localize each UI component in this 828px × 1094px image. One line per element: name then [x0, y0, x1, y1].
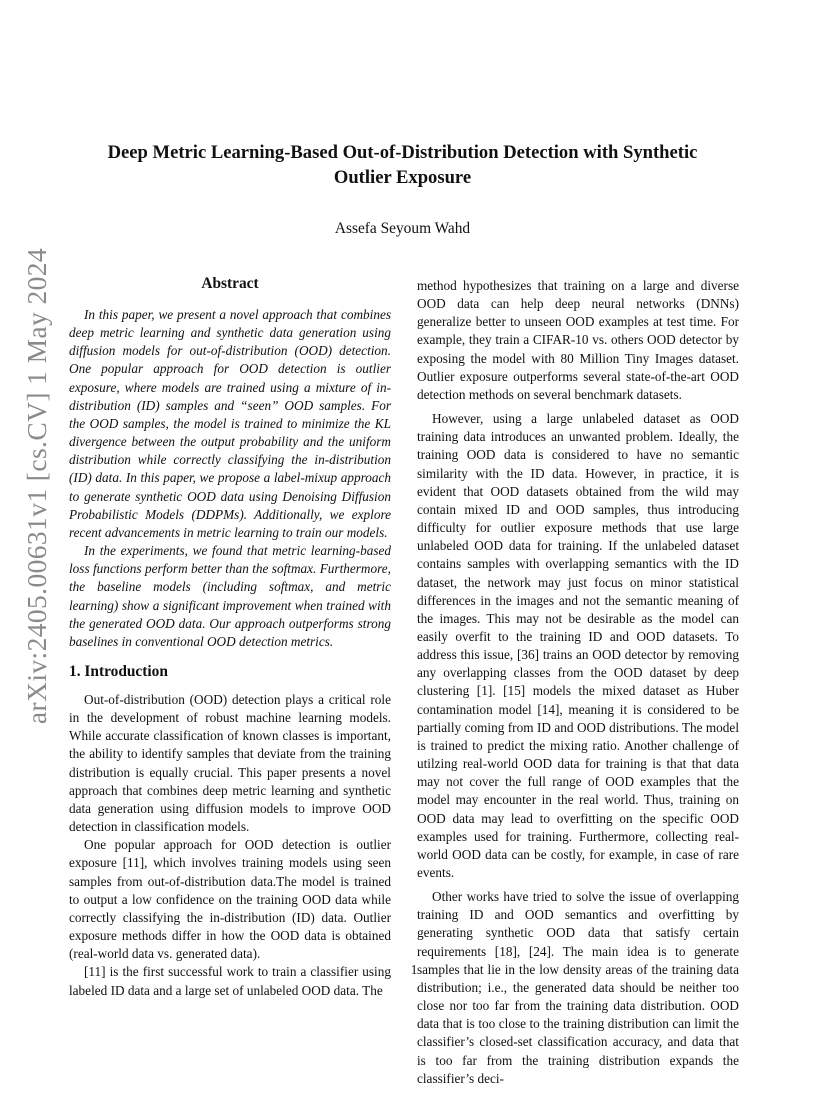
- arxiv-identifier: [21, 247, 53, 725]
- intro-paragraph: One popular approach for OOD detection is outlier exposure [11], which involves training models using seen samples from out-of-distribution data.The model is trained to output a low confidence on the training OOD data while correctly classifying the in-distribution (ID) data. Outlier exposure methods differ in how the OOD data is obtained (real-world data vs. generated data).: [69, 837, 391, 962]
- right-paragraph: Other works have tried to solve the issue of overlapping training ID and OOD semantics and overfitting by generating synthetic OOD data that satisfy certain requirements [18], [24]. The main idea is to generate samples that lie in the low density areas of the training data distribution; i.e., the generated data should be neither too close nor too far from the training data distribution. OOD data that is too close to the training distribution can limit the classifier’s closed-set classification accuracy, and data that is too far from the training distribution expands the classifier’s deci-: [417, 889, 739, 1086]
- abstract-body: [69, 306, 391, 651]
- right-paragraph: However, using a large unlabeled dataset as OOD training data introduces an unwanted problem. Ideally, the training OOD data is considered to have no semantic similarity with the ID data. However, in practice, it is evident that OOD datasets obtained from the wild may contain mixed ID and OOD samples, thus introducing difficulty for outlier exposure methods that use large unlabeled OOD data for training. If the unlabeled dataset contains samples with overlapping semantics with the ID dataset, the network may just focus on minor statistical differences in the images and not the semantic meaning of the images. This may not be desirable as the model can easily overfit to the training ID and OOD datasets. To address this issue, [36] trains an OOD detector by removing any overlapping classes from the OOD dataset by deep clustering [1]. [15] models the mixed dataset as Huber contamination model [14], meaning it is considered to be partially coming from ID and OOD distributions. The model is trained to predict the mixing ratio. Another challenge of utilzing real-world OOD data for training is that that data may not cover the full range of OOD examples that the model may encounter in the real world. Thus, training on OOD data may lead to overfitting on the specific OOD examples used for training. Furthermore, collecting real-world OOD data can be costly, for example, in case of rare events.: [417, 411, 739, 880]
- introduction-body: [69, 691, 391, 1000]
- intro-paragraph: [11] is the first successful work to train a classifier using labeled ID data and a large set of unlabeled OOD data. The: [69, 964, 391, 998]
- right-paragraph: method hypothesizes that training on a large and diverse OOD data can help deep neural networks (DNNs) generalize better to unseen OOD examples at test time. For example, they train a CIFAR-10 vs. others OOD detector by exposing the model with 80 Million Tiny Images dataset. Outlier exposure outperforms several state-of-the-art OOD detection methods on several benchmark datasets.: [417, 278, 739, 402]
- section-heading-introduction: 1. Introduction: [69, 663, 168, 680]
- page-number: 1: [410, 962, 418, 977]
- paper-title: Deep Metric Learning-Based Out-of-Distribution Detection with Synthetic Outlier Exposure: [107, 142, 698, 188]
- abstract-paragraph: In this paper, we present a novel approach that combines deep metric learning and synthetic data generation using diffusion models for out-of-distribution (OOD) detection. One popular approach for OOD detection is outlier exposure, where models are trained using a mixture of in-distribution (ID) samples and “seen” OOD samples. For the OOD samples, the model is trained to minimize the KL divergence between the output probability and the uniform distribution while correctly classifying the in-distribution (ID) data. In this paper, we propose a label-mixup approach to generate synthetic OOD data using Denoising Diffusion Probabilistic Models (DDPMs). Additionally, we explore recent advancements in metric learning to train our models.: [69, 307, 391, 540]
- intro-paragraph: Out-of-distribution (OOD) detection plays a critical role in the development of robust machine learning models. While accurate classification of known classes is important, the ability to identify samples that deviate from the training distribution is equally crucial. This paper presents a novel approach that combines deep metric learning and synthetic data generation using diffusion models to improve OOD detection in classification models.: [69, 692, 391, 835]
- abstract-paragraph: In the experiments, we found that metric learning-based loss functions perform better than the softmax. Furthermore, the baseline models (including softmax, and metric learning) show a significant improvement when trained with the generated OOD data. Our approach outperforms strong baselines in conventional OOD detection metrics.: [69, 543, 391, 649]
- paper-author: Assefa Seyoum Wahd: [334, 220, 471, 237]
- abstract-heading: Abstract: [201, 275, 259, 292]
- arxiv-identifier-text: arXiv:2405.00631v1 [cs.CV] 1 May 2024: [21, 247, 53, 725]
